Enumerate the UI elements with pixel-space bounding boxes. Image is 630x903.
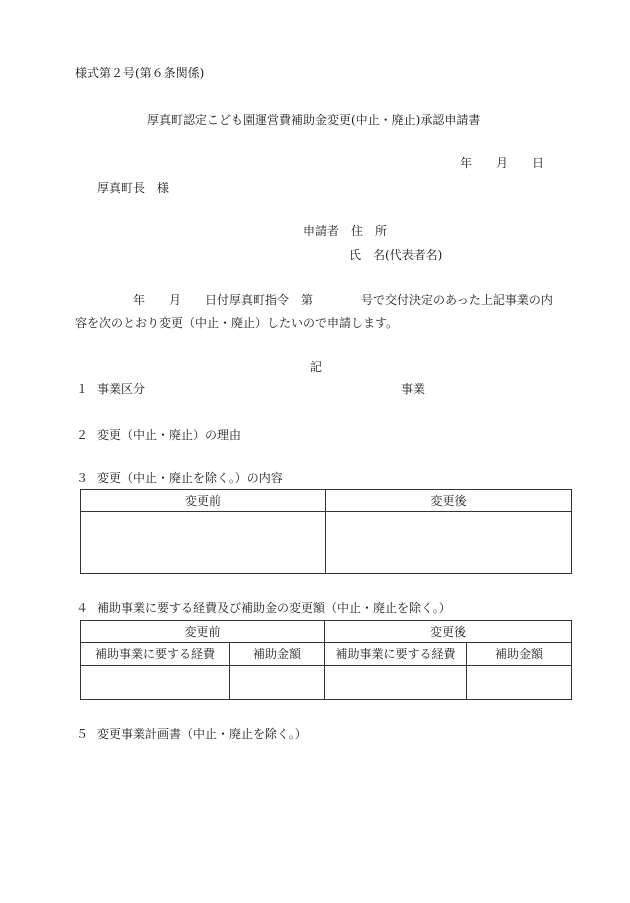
table3-header-after: 変更後: [326, 490, 572, 512]
table4-group-after: 変更後: [325, 621, 572, 643]
item-1-label: 事業区分: [97, 382, 146, 396]
table4-subheader-after-cost: 補助事業に要する経費: [325, 643, 467, 666]
table3-header-before: 変更前: [81, 490, 326, 512]
table4-subheader-before-amount: 補助金額: [230, 643, 325, 666]
table4-group-before: 変更前: [81, 621, 325, 643]
item-1-number: １: [76, 382, 89, 396]
table4-after-cost-cell: [325, 666, 467, 700]
item-1-value: 事業: [401, 382, 426, 396]
item-2-label: 変更（中止・廃止）の理由: [97, 428, 242, 442]
table4-subheader-before-cost: 補助事業に要する経費: [81, 643, 230, 666]
item-3-label: 変更（中止・廃止を除く。）の内容: [97, 471, 283, 485]
item-5-label: 変更事業計画書（中止・廃止を除く。）: [97, 727, 307, 741]
table4-before-cost-cell: [81, 666, 230, 700]
change-amount-table: [80, 620, 572, 700]
item-5-number: ５: [76, 727, 89, 741]
applicant-name-label: 氏 名(代表者名): [349, 248, 443, 262]
body-text-line-1: 年 月 日付厚真町指令 第 号で交付決定のあった上記事業の内: [133, 293, 553, 307]
applicant-address-label: 申請者 住 所: [303, 224, 388, 238]
table3-before-cell: [81, 512, 326, 574]
item-4-label: 補助事業に要する経費及び補助金の変更額（中止・廃止を除く。）: [97, 601, 451, 615]
ki-heading: 記: [310, 360, 323, 374]
addressee: 厚真町長 様: [97, 181, 170, 195]
date-line: 年 月 日: [460, 156, 545, 170]
table3-after-cell: [326, 512, 572, 574]
table4-subheader-after-amount: 補助金額: [467, 643, 572, 666]
item-2-number: ２: [76, 428, 89, 442]
item-3-number: ３: [76, 471, 89, 485]
form-number: 様式第２号(第６条関係): [75, 66, 205, 80]
change-content-table: [80, 489, 572, 574]
document-title: 厚真町認定こども園運営費補助金変更(中止・廃止)承認申請書: [147, 113, 481, 127]
body-text-line-2: 容を次のとおり変更（中止・廃止）したいので申請します。: [75, 316, 399, 330]
table4-after-amount-cell: [467, 666, 572, 700]
item-4-number: ４: [76, 601, 89, 615]
table4-before-amount-cell: [230, 666, 325, 700]
